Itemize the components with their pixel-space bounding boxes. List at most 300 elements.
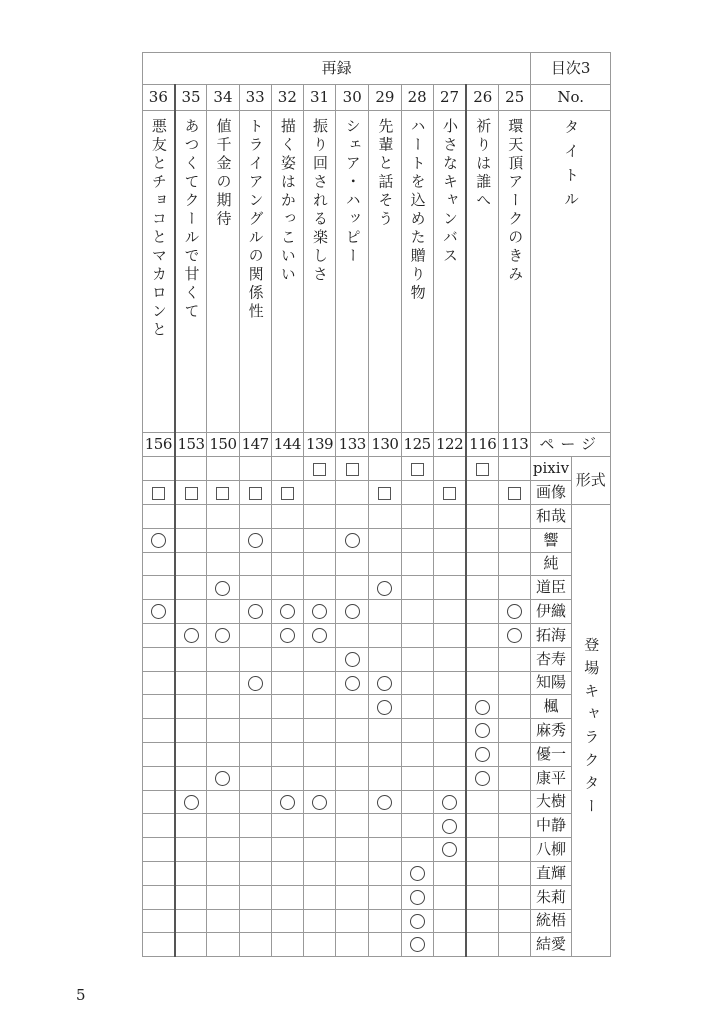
checkbox-icon [216,487,229,500]
appearance-cell [369,861,401,885]
appearance-cell [433,528,466,552]
appearance-cell [239,671,271,695]
appearance-cell [433,695,466,719]
appearance-cell [207,838,239,862]
image-cell [175,481,207,505]
appearance-cell [369,623,401,647]
appearance-cell [175,885,207,909]
entry-title: 描く姿はかっこいい [278,118,297,285]
appearance-cell [466,719,498,743]
appearance-cell [401,671,433,695]
character-name: 知陽 [531,671,571,695]
pixiv-cell [433,457,466,481]
circle-mark-icon [151,604,166,619]
pixiv-cell [336,457,369,481]
appearance-cell [499,766,531,790]
appearance-cell [466,647,498,671]
appearance-cell [336,528,369,552]
circle-mark-icon [312,795,327,810]
appearance-cell [271,790,303,814]
circle-mark-icon [377,581,392,596]
appearance-cell [303,885,335,909]
title-label: タイトル [562,119,581,215]
character-name: 康平 [531,766,571,790]
appearance-cell [433,838,466,862]
appearance-cell [499,623,531,647]
appearance-cell [401,695,433,719]
character-name: 杏寿 [531,647,571,671]
appearance-cell [175,647,207,671]
appearance-cell [207,814,239,838]
entry-title-cell [433,111,466,433]
appearance-cell [207,647,239,671]
entry-page: 133 [336,433,369,457]
appearance-cell [466,528,498,552]
appearance-cell [271,600,303,624]
appearance-cell [239,528,271,552]
pixiv-cell [175,457,207,481]
pixiv-cell [499,457,531,481]
appearance-cell [207,933,239,957]
circle-mark-icon [151,533,166,548]
circle-mark-icon [345,676,360,691]
appearance-cell [143,933,175,957]
appearance-cell [499,861,531,885]
appearance-cell [336,505,369,529]
entry-number: 34 [207,85,239,111]
checkbox-icon [281,487,294,500]
appearance-cell [207,719,239,743]
appearance-cell [433,885,466,909]
character-row [143,576,611,600]
entry-number: 31 [303,85,335,111]
appearance-cell [466,790,498,814]
pixiv-cell [271,457,303,481]
appearance-cell [303,790,335,814]
checkbox-icon [476,463,489,476]
appearance-cell [401,814,433,838]
appearance-cell [143,766,175,790]
appearance-cell [336,742,369,766]
character-name: 直輝 [531,861,571,885]
appearance-cell [143,885,175,909]
appearance-cell [466,909,498,933]
entry-title-cell [271,111,303,433]
appearance-cell [271,742,303,766]
appearance-cell [336,933,369,957]
appearance-cell [143,671,175,695]
entry-page: 156 [143,433,175,457]
appearance-cell [336,623,369,647]
appearance-cell [369,695,401,719]
appearance-cell [175,933,207,957]
checkbox-icon [378,487,391,500]
pixiv-cell [401,457,433,481]
appearance-cell [143,600,175,624]
appearance-cell [336,861,369,885]
entry-page: 153 [175,433,207,457]
appearance-cell [239,600,271,624]
appearance-cell [207,600,239,624]
character-name: 麻秀 [531,719,571,743]
appearance-cell [271,838,303,862]
format-image-label: 画像 [531,481,571,505]
appearance-cell [433,600,466,624]
appearance-cell [401,576,433,600]
appearance-cell [466,861,498,885]
circle-mark-icon [215,581,230,596]
entry-title: 小さなキャンバス [441,118,460,266]
image-cell [336,481,369,505]
circle-mark-icon [215,771,230,786]
format-label: 形式 [571,457,610,505]
entry-number: 26 [466,85,498,111]
circle-mark-icon [507,628,522,643]
entry-title: ハートを込めた贈り物 [408,118,427,303]
entry-number: 25 [499,85,531,111]
page-number: 5 [76,986,86,1004]
appearance-cell [207,742,239,766]
entry-title: シェア・ハッピー [343,118,362,266]
appearance-cell [433,552,466,576]
appearance-cell [336,766,369,790]
appearance-cell [271,766,303,790]
appearance-cell [175,790,207,814]
appearance-cell [433,719,466,743]
appearance-cell [401,885,433,909]
appearance-cell [433,576,466,600]
circle-mark-icon [507,604,522,619]
circle-mark-icon [442,795,457,810]
appearance-cell [466,600,498,624]
character-name: 和哉 [531,505,571,529]
appearance-cell [303,909,335,933]
circle-mark-icon [248,676,263,691]
image-cell [433,481,466,505]
section-header-row [143,53,611,85]
appearance-cell [303,838,335,862]
appearance-cell [143,909,175,933]
appearance-cell [466,766,498,790]
appearance-cell [143,552,175,576]
appearance-cell [369,909,401,933]
appearance-cell [466,623,498,647]
pixiv-cell [369,457,401,481]
appearance-cell [466,695,498,719]
appearance-cell [369,790,401,814]
character-row [143,623,611,647]
entry-number: 30 [336,85,369,111]
character-row [143,838,611,862]
appearance-cell [271,528,303,552]
appearance-cell [271,695,303,719]
entry-page: 150 [207,433,239,457]
appearance-cell [175,909,207,933]
character-name: 結愛 [531,933,571,957]
appearance-cell [336,814,369,838]
entry-title-cell [401,111,433,433]
entry-number: 33 [239,85,271,111]
appearance-cell [239,814,271,838]
appearance-cell [433,861,466,885]
appearance-cell [239,838,271,862]
appearance-cell [466,671,498,695]
page-label: ページ [531,433,611,457]
appearance-cell [401,838,433,862]
circle-mark-icon [377,676,392,691]
entry-title: あつくてクールで甘くて [182,118,201,322]
character-name: 朱莉 [531,885,571,909]
appearance-cell [499,600,531,624]
entry-title: 先輩と話そう [376,118,395,229]
circle-mark-icon [248,604,263,619]
appearance-cell [401,861,433,885]
appearance-cell [499,576,531,600]
appearance-cell [466,576,498,600]
appearance-cell [401,623,433,647]
appearance-cell [303,552,335,576]
appearance-cell [499,933,531,957]
appearance-cell [303,505,335,529]
appearance-cell [303,528,335,552]
checkbox-icon [185,487,198,500]
appearance-cell [466,742,498,766]
circle-mark-icon [410,914,425,929]
appearance-cell [433,790,466,814]
appearance-cell [499,671,531,695]
appearance-cell [271,671,303,695]
appearance-cell [175,576,207,600]
circle-mark-icon [377,700,392,715]
title-row [143,111,611,433]
image-cell [303,481,335,505]
entry-number: 35 [175,85,207,111]
appearance-cell [433,671,466,695]
appearance-cell [499,814,531,838]
appearance-cell [499,742,531,766]
circle-mark-icon [475,723,490,738]
circle-mark-icon [345,604,360,619]
format-pixiv-label: pixiv [531,457,571,481]
appearance-cell [499,790,531,814]
appearance-cell [143,790,175,814]
appearance-cell [239,505,271,529]
table-of-contents-table [142,52,611,957]
pixiv-cell [466,457,498,481]
appearance-cell [336,790,369,814]
checkbox-icon [249,487,262,500]
appearance-cell [239,909,271,933]
appearance-cell [499,647,531,671]
character-name: 道臣 [531,576,571,600]
entry-title-cell [499,111,531,433]
checkbox-icon [443,487,456,500]
circle-mark-icon [248,533,263,548]
entry-page: 130 [369,433,401,457]
appearance-cell [499,695,531,719]
appearance-cell [207,861,239,885]
appearance-cell [303,719,335,743]
checkbox-icon [313,463,326,476]
circle-mark-icon [442,819,457,834]
entry-page: 139 [303,433,335,457]
character-row [143,719,611,743]
appearance-cell [143,861,175,885]
character-name: 八柳 [531,838,571,862]
appearance-cell [433,814,466,838]
character-row [143,790,611,814]
appearance-cell [336,600,369,624]
entry-number: 36 [143,85,175,111]
appearance-cell [336,647,369,671]
character-name: 楓 [531,695,571,719]
appearance-cell [303,576,335,600]
entry-page: 125 [401,433,433,457]
no-label: No. [531,85,611,111]
appearance-cell [303,695,335,719]
appearance-cell [369,552,401,576]
circle-mark-icon [410,866,425,881]
appearance-cell [271,505,303,529]
checkbox-icon [346,463,359,476]
entry-page: 147 [239,433,271,457]
appearance-cell [271,814,303,838]
character-row [143,528,611,552]
appearance-cell [143,623,175,647]
appearance-cell [207,695,239,719]
circle-mark-icon [312,628,327,643]
appearance-cell [401,552,433,576]
appearance-cell [207,623,239,647]
appearance-cell [207,552,239,576]
appearance-cell [175,623,207,647]
entry-title-cell [303,111,335,433]
character-row [143,814,611,838]
entry-number: 28 [401,85,433,111]
appearance-cell [401,909,433,933]
circle-mark-icon [475,771,490,786]
appearance-cell [239,766,271,790]
appearance-cell [239,742,271,766]
image-cell [239,481,271,505]
circle-mark-icon [312,604,327,619]
characters-label: 登場キャラクター [582,637,601,822]
circle-mark-icon [410,937,425,952]
appearance-cell [271,623,303,647]
image-cell [143,481,175,505]
appearance-cell [369,814,401,838]
circle-mark-icon [280,628,295,643]
character-row [143,933,611,957]
appearance-cell [499,552,531,576]
appearance-cell [336,909,369,933]
character-row [143,885,611,909]
circle-mark-icon [475,700,490,715]
circle-mark-icon [215,628,230,643]
entry-title: トライアングルの関係性 [246,118,265,322]
appearance-cell [499,885,531,909]
appearance-cell [433,623,466,647]
pixiv-cell [239,457,271,481]
appearance-cell [271,552,303,576]
entry-number: 29 [369,85,401,111]
appearance-cell [303,814,335,838]
appearance-cell [303,933,335,957]
appearance-cell [303,742,335,766]
circle-mark-icon [410,890,425,905]
appearance-cell [207,790,239,814]
pixiv-cell [143,457,175,481]
appearance-cell [143,742,175,766]
character-row [143,671,611,695]
appearance-cell [401,528,433,552]
appearance-cell [401,742,433,766]
appearance-cell [271,909,303,933]
appearance-cell [175,505,207,529]
appearance-cell [369,719,401,743]
appearance-cell [336,576,369,600]
image-cell [207,481,239,505]
appearance-cell [239,576,271,600]
entry-title-cell [466,111,498,433]
appearance-cell [336,838,369,862]
circle-mark-icon [280,795,295,810]
entry-number: 27 [433,85,466,111]
checkbox-icon [411,463,424,476]
entry-title: 悪友とチョコとマカロンと [149,118,168,340]
appearance-cell [239,885,271,909]
checkbox-icon [152,487,165,500]
appearance-cell [369,505,401,529]
appearance-cell [466,933,498,957]
appearance-cell [239,790,271,814]
character-row [143,766,611,790]
entry-title: 祈りは誰へ [474,118,493,211]
appearance-cell [143,576,175,600]
appearance-cell [499,909,531,933]
appearance-cell [143,505,175,529]
circle-mark-icon [280,604,295,619]
appearance-cell [143,695,175,719]
entry-page: 144 [271,433,303,457]
appearance-cell [336,695,369,719]
character-name: 伊織 [531,600,571,624]
toc-label: 目次3 [531,53,611,85]
circle-mark-icon [442,842,457,857]
appearance-cell [369,528,401,552]
appearance-cell [336,719,369,743]
character-row [143,647,611,671]
appearance-cell [303,861,335,885]
appearance-cell [336,885,369,909]
entry-title-cell [207,111,239,433]
appearance-cell [271,861,303,885]
character-name: 優一 [531,742,571,766]
entry-title: 環天頂アークのきみ [506,118,525,285]
appearance-cell [175,766,207,790]
entry-number: 32 [271,85,303,111]
number-row [143,85,611,111]
character-name: 響 [531,528,571,552]
entry-title-cell [143,111,175,433]
appearance-cell [239,623,271,647]
format-image-row [143,481,611,505]
appearance-cell [401,933,433,957]
entry-title-cell [239,111,271,433]
character-row [143,742,611,766]
characters-label-cell [571,505,610,957]
entry-title-cell [369,111,401,433]
